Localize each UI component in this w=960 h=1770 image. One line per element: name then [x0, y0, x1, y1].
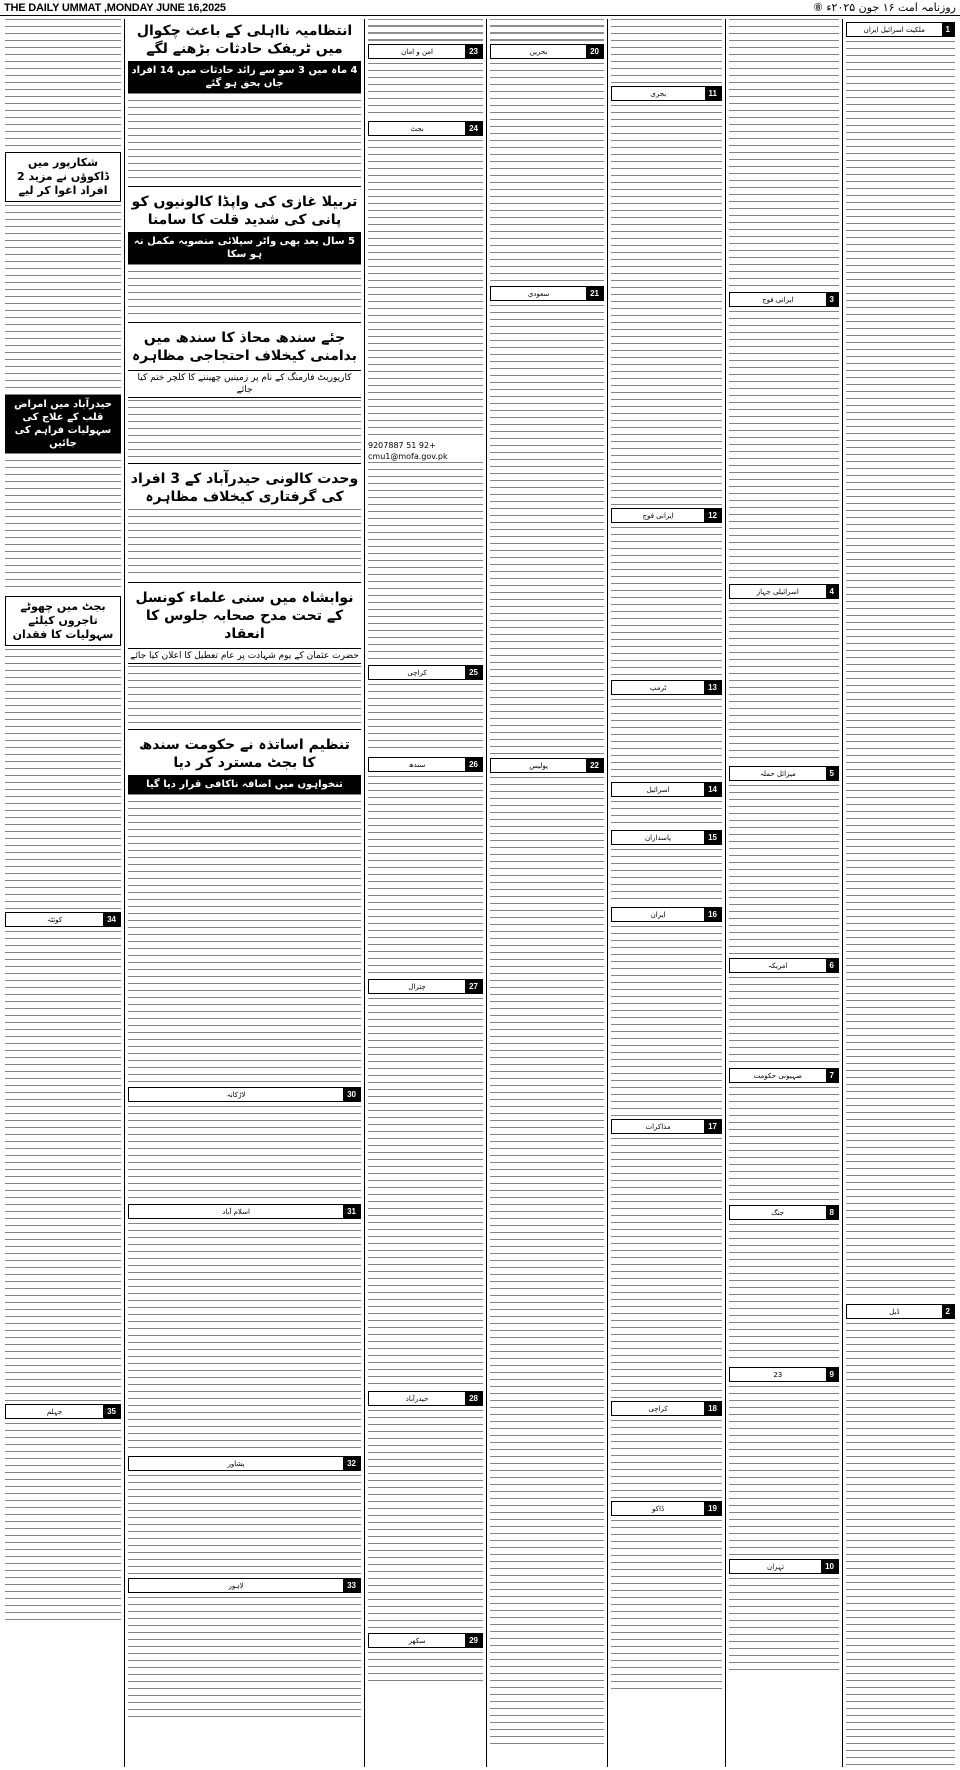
column-2	[725, 19, 842, 1767]
article-text	[128, 1223, 361, 1453]
section-tag: 18 کراچی	[611, 1401, 722, 1416]
article-text	[490, 19, 604, 41]
section-tag: 6 امریکہ	[729, 958, 839, 973]
article-text	[490, 305, 604, 755]
masthead-english: THE DAILY UMMAT ,MONDAY JUNE 16,2025	[4, 1, 226, 14]
article-text	[729, 1578, 839, 1673]
article-text	[368, 63, 483, 118]
headline: جئے سندھ محاذ کا سندھ میں بدامنی کیخلاف احتجاجی مظاہرہ	[131, 330, 358, 364]
article-text	[611, 527, 722, 677]
headline-sub: کارپوریٹ فارمنگ کے نام پر زمینیں چھیننے کا کلچر ختم کیا جائے	[128, 370, 361, 398]
section-tag: 22 پولیس	[490, 758, 604, 773]
column-5	[364, 19, 486, 1767]
article-text	[5, 205, 121, 395]
article-text	[368, 1410, 483, 1630]
headline: بجٹ میں چھوٹے تاجروں کیلئے سہولیات کا فقدان	[5, 596, 121, 646]
headline-sub: تنخواہوں میں اضافہ ناکافی قرار دیا گیا	[128, 775, 361, 794]
article-text	[846, 1323, 955, 1767]
article-text	[128, 264, 361, 319]
column-3	[607, 19, 725, 1767]
article-text	[368, 462, 483, 662]
article-text	[368, 1652, 483, 1682]
article-text	[490, 777, 604, 1747]
section-tag: 25 کراچی	[368, 665, 483, 680]
column-4	[486, 19, 607, 1767]
article-text	[128, 1597, 361, 1717]
article-text	[368, 998, 483, 1388]
section-tag: 31 اسلام آباد	[128, 1204, 361, 1219]
section-tag: 16 ایران	[611, 907, 722, 922]
article-text	[729, 19, 839, 289]
article-text	[5, 1423, 121, 1623]
section-tag: 4 اسرائیلی جہاز	[729, 584, 839, 599]
headline-sub: 4 ماہ میں 3 سو سے زائد حادثات میں 14 افراد جاں بحق ہو گئے	[128, 61, 361, 93]
section-tag: 33 لاہور	[128, 1578, 361, 1593]
article-text	[368, 776, 483, 976]
headline-sub: 5 سال بعد بھی واٹر سپلائی منصوبہ مکمل نہ ہو سکا	[128, 232, 361, 264]
article-text	[128, 1475, 361, 1575]
headline-sub: حضرت عثمان کے یوم شہادت پر عام تعطیل کا اعلان کیا جائے	[128, 648, 361, 664]
article-text	[611, 105, 722, 505]
section-tag: 17 مذاکرات	[611, 1119, 722, 1134]
section-tag: 8 جنگ	[729, 1205, 839, 1220]
article-text	[611, 926, 722, 1116]
section-tag: 13 ٹرمپ	[611, 680, 722, 695]
article-text	[729, 1224, 839, 1364]
section-tag: 20 بحرین	[490, 44, 604, 59]
section-tag: 28 حیدرآباد	[368, 1391, 483, 1406]
contact-phone: +92 51 9207887	[368, 441, 436, 450]
section-tag: 15 پاسداران	[611, 830, 722, 845]
headline: نوابشاہ میں سنی علماء کونسل کے تحت مدح صحابہ جلوس کا انعقاد	[135, 590, 354, 642]
section-tag: 26 سندھ	[368, 757, 483, 772]
article-text	[846, 41, 955, 1301]
article-text	[611, 849, 722, 904]
headline: تربیلا غازی کی واپڈا کالونیوں کو پانی کی شدید قلت کا سامنا	[131, 194, 358, 228]
section-tag: 7 صہیونی حکومت	[729, 1068, 839, 1083]
section-tag: 35 جہلم	[5, 1404, 121, 1419]
section-tag: 29 سکھر	[368, 1633, 483, 1648]
masthead-urdu: روزنامہ امت ۱۶ جون ۲۰۲۵ء ⑧	[813, 1, 956, 14]
article-text	[128, 666, 361, 726]
section-tag: 5 میزائل حملہ	[729, 766, 839, 781]
section-tag: 30 لاڑکانہ	[128, 1087, 361, 1102]
contact-email: cmu1@mofa.gov.pk	[368, 452, 448, 461]
headline: وحدت کالونی حیدرآباد کے 3 افراد کی گرفتاری کیخلاف مظاہرہ	[130, 471, 359, 505]
article-text	[368, 19, 483, 41]
section-tag: 10 تہران	[729, 1559, 839, 1574]
headline: حیدرآباد میں امراض قلب کے علاج کی سہولیات فراہم کی جائیں	[5, 395, 121, 453]
headline: تنظیم اساتذہ نے حکومت سندھ کا بجٹ مسترد کر دیا	[139, 737, 350, 771]
article-text	[729, 1087, 839, 1202]
column-1	[842, 19, 958, 1767]
article-text	[729, 785, 839, 955]
article-text	[611, 1138, 722, 1398]
column-7	[2, 19, 124, 1767]
article-text	[128, 400, 361, 460]
article-text	[490, 63, 604, 283]
article-text	[729, 1386, 839, 1556]
article-text	[611, 801, 722, 827]
article-text	[5, 19, 121, 149]
section-tag: 12 ایرانی فوج	[611, 508, 722, 523]
headline: شکارپور میں ڈاکوؤں نے مزید 2 افراد اغوا کر لیے	[5, 152, 121, 202]
article-text	[729, 311, 839, 581]
article-text	[729, 603, 839, 763]
section-tag: 24 بجٹ	[368, 121, 483, 136]
section-tag: 11 بحری	[611, 86, 722, 101]
section-tag: 9 23	[729, 1367, 839, 1382]
section-tag: 34 کوئٹہ	[5, 912, 121, 927]
article-text	[611, 19, 722, 83]
section-tag: 23 امن و امان	[368, 44, 483, 59]
article-text	[128, 794, 361, 1084]
article-text	[368, 140, 483, 440]
section-tag: 14 اسرائیل	[611, 782, 722, 797]
article-text	[611, 1420, 722, 1498]
section-tag: 19 ڈاکو	[611, 1501, 722, 1516]
article-text	[128, 509, 361, 579]
section-tag: 3 ایرانی فوج	[729, 292, 839, 307]
headline: انتظامیہ نااہلی کے باعث چکوال میں ٹریفک حادثات بڑھنے لگے	[136, 23, 353, 57]
section-tag: 2 ڈیل	[846, 1304, 955, 1319]
article-text	[368, 684, 483, 754]
section-tag: 1 ملکیت اسرائیل ایران	[846, 22, 955, 37]
section-tag: 21 سعودی	[490, 286, 604, 301]
masthead	[0, 0, 960, 16]
newspaper-page	[2, 19, 958, 1767]
article-text	[611, 1520, 722, 1690]
article-text	[611, 699, 722, 779]
column-6	[124, 19, 364, 1767]
article-text	[5, 453, 121, 593]
article-text	[128, 93, 361, 183]
section-tag: 32 پشاور	[128, 1456, 361, 1471]
article-text	[5, 931, 121, 1401]
article-text	[729, 977, 839, 1065]
article-text	[128, 1106, 361, 1201]
section-tag: 27 چترال	[368, 979, 483, 994]
article-text	[5, 649, 121, 909]
